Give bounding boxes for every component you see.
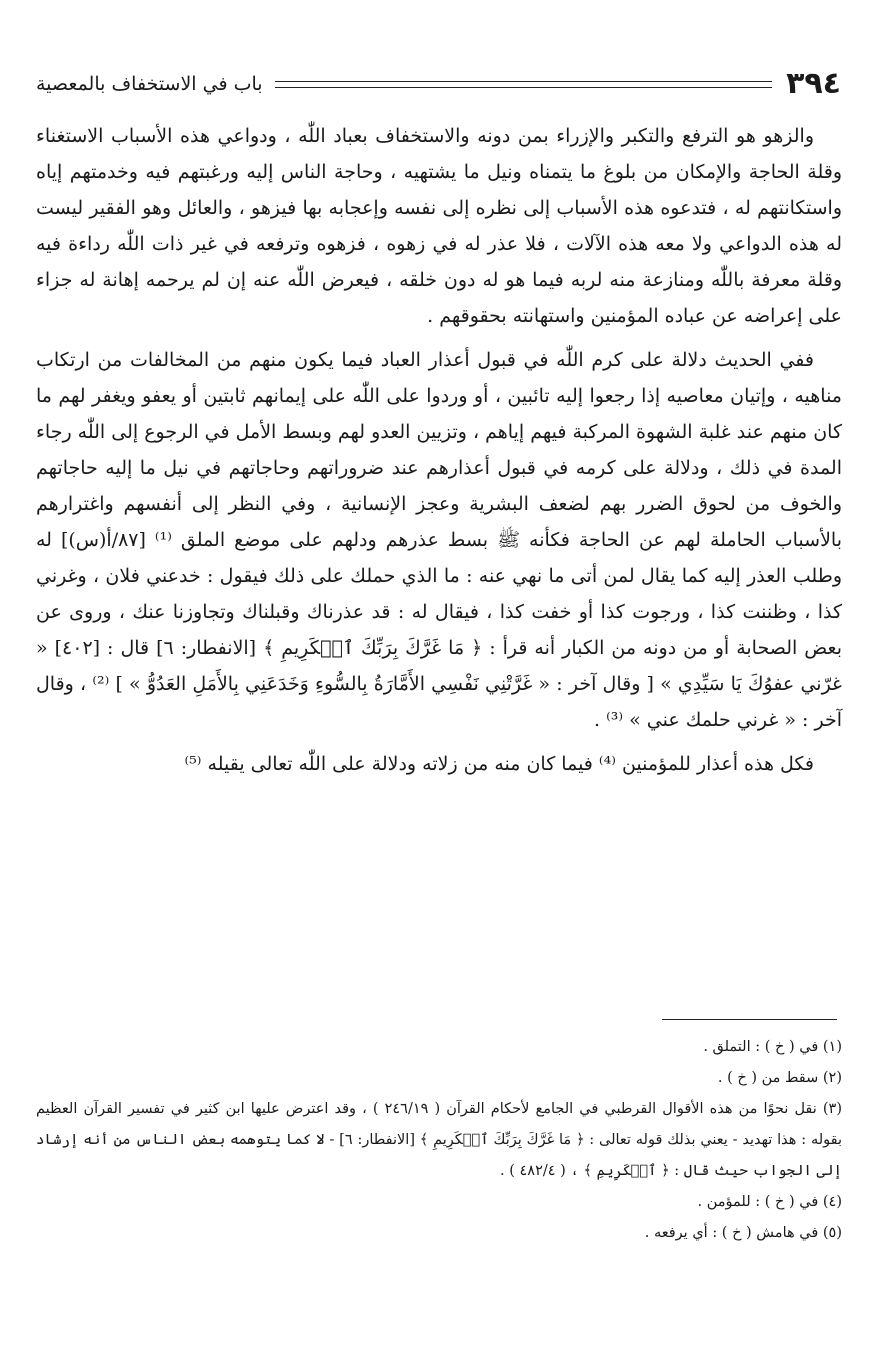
footnote-separator xyxy=(662,1019,837,1020)
footnote-2: (٢) سقط من ( خ ) . xyxy=(717,1070,842,1086)
paragraph-3: فكل هذه أعذار للمؤمنين ⁽⁴⁾ فيما كان منه من زلاته ودلالة على اللّٰه تعالى يقيله ⁽⁵⁾ xyxy=(184,753,814,775)
main-text xyxy=(36,118,842,790)
page-header xyxy=(36,64,841,104)
footnote-5: (٥) في هامش ( خ ) : أي يرفعه . xyxy=(644,1225,842,1241)
running-title: باب في الاستخفاف بالمعصية xyxy=(36,73,263,95)
footnote-3: (٣) نقل نحوًا من هذه الأقوال القرطبي في الجامع لأحكام القرآن ( ٢٤٦/١٩ ) ، وقد اعترض عليها ابن كثير في تفسير القرآن العظيم بقوله : هذا تهديد - يعني بذلك قوله تعالى : ﴿ مَا غَرَّكَ بِرَبِّكَ ٱلۡكَرِيمِ ﴾ [الانفطار: ٦] - لا كما يتوهمه بعض الناس من أنه إرشاد إلى الجواب حيث قال : ﴿ ٱلۡكَرِيمِ ﴾ ، ( ٤٨٢/٤ ) . xyxy=(36,1101,843,1179)
footnote-1: (١) في ( خ ) : التملق . xyxy=(703,1039,842,1055)
footnote-4: (٤) في ( خ ) : للمؤمن . xyxy=(697,1194,842,1210)
paragraph-2: ففي الحديث دلالة على كرم اللّٰه في قبول أعذار العباد فيما يكون منهم من المخالفات من ارتكاب مناهيه ، وإتيان معاصيه إذا رجعوا إليه تائبين ، أو وردوا على اللّٰه على إيمانهم ثابتين أو يعفو ويغفر لهم ما كان منهم عند غلبة الشهوة المركبة فيهم إياهم ، وتزيين العدو لهم وبسط الأمل في الرجوع إلى اللّٰه رجاء المدة في ذلك ، ودلالة على كرمه في قبول أعذارهم عند ضروراتهم وحاجاتهم في نيل ما إليه حاجاتهم والخوف من لحوق الضرر بهم لضعف البشرية وعجز الإنسانية ، وفي النظر إلى أنفسهم واغترارهم بالأسباب الحاملة لهم عن الحاجة فكأنه ﷺ بسط عذرهم ودلهم على موضع الملق ⁽¹⁾ [٨٧/أ(س)] له وطلب العذر إليه كما يقال لمن أتى ما نهي عنه : ما الذي حملك على ذلك فيقول : خدعني فلان ، وغرني كذا ، وظننت كذا ، ورجوت كذا أو خفت كذا ، فيقال له : قد عذرناك وقبلناك وتجاوزنا عنك ، وروى عن بعض الصحابة أو من دونه من الكبار أنه قرأ : ﴿ مَا غَرَّكَ بِرَبِّكَ ٱلۡكَرِيمِ ﴾ [الانفطار: ٦] قال : [٤٠٢] « غرّني عفوُكَ يَا سَيِّدِي » [ وقال آخر : « غَرَّتْنِي نَفْسِي الأَمَّارَةُ بِالسُّوءِ وَخَدَعَنِي بِالأَمَلِ العَدُوُّ » ] ⁽²⁾ ، وقال آخر : « غرني حلمك عني » ⁽³⁾ . xyxy=(35,349,842,731)
header-rule xyxy=(275,81,773,88)
paragraph-1: والزهو هو الترفع والتكبر والإزراء بمن دونه والاستخفاف بعباد اللّٰه ، ودواعي هذه الأسباب الاستغناء وقلة الحاجة والإمكان من بلوغ ما يتمناه ونيل ما يشتهيه ، وحاجة الناس إليه ورغبتهم فيه وخدمتهم إياه واستكانتهم له ، فتدعوه هذه الأسباب إلى نظره إلى نفسه وإعجابه بها فيزهو ، والعائل وهو الفقير ليست له هذه الدواعي ولا معه هذه الآلات ، فلا عذر له في زهوه ، فزهوه وترفعه في غير ذات اللّٰه رداءة فيه وقلة معرفة باللّٰه ومنازعة منه لربه فيما هو له دون خلقه ، فيعرض اللّٰه عنه إن لم يرحمه إهانة له جزاء على إعراضه عن عباده المؤمنين واستهانته بحقوقهم . xyxy=(36,125,843,327)
page-number: ٣٩٤ xyxy=(786,66,841,101)
footnotes xyxy=(36,1032,842,1249)
